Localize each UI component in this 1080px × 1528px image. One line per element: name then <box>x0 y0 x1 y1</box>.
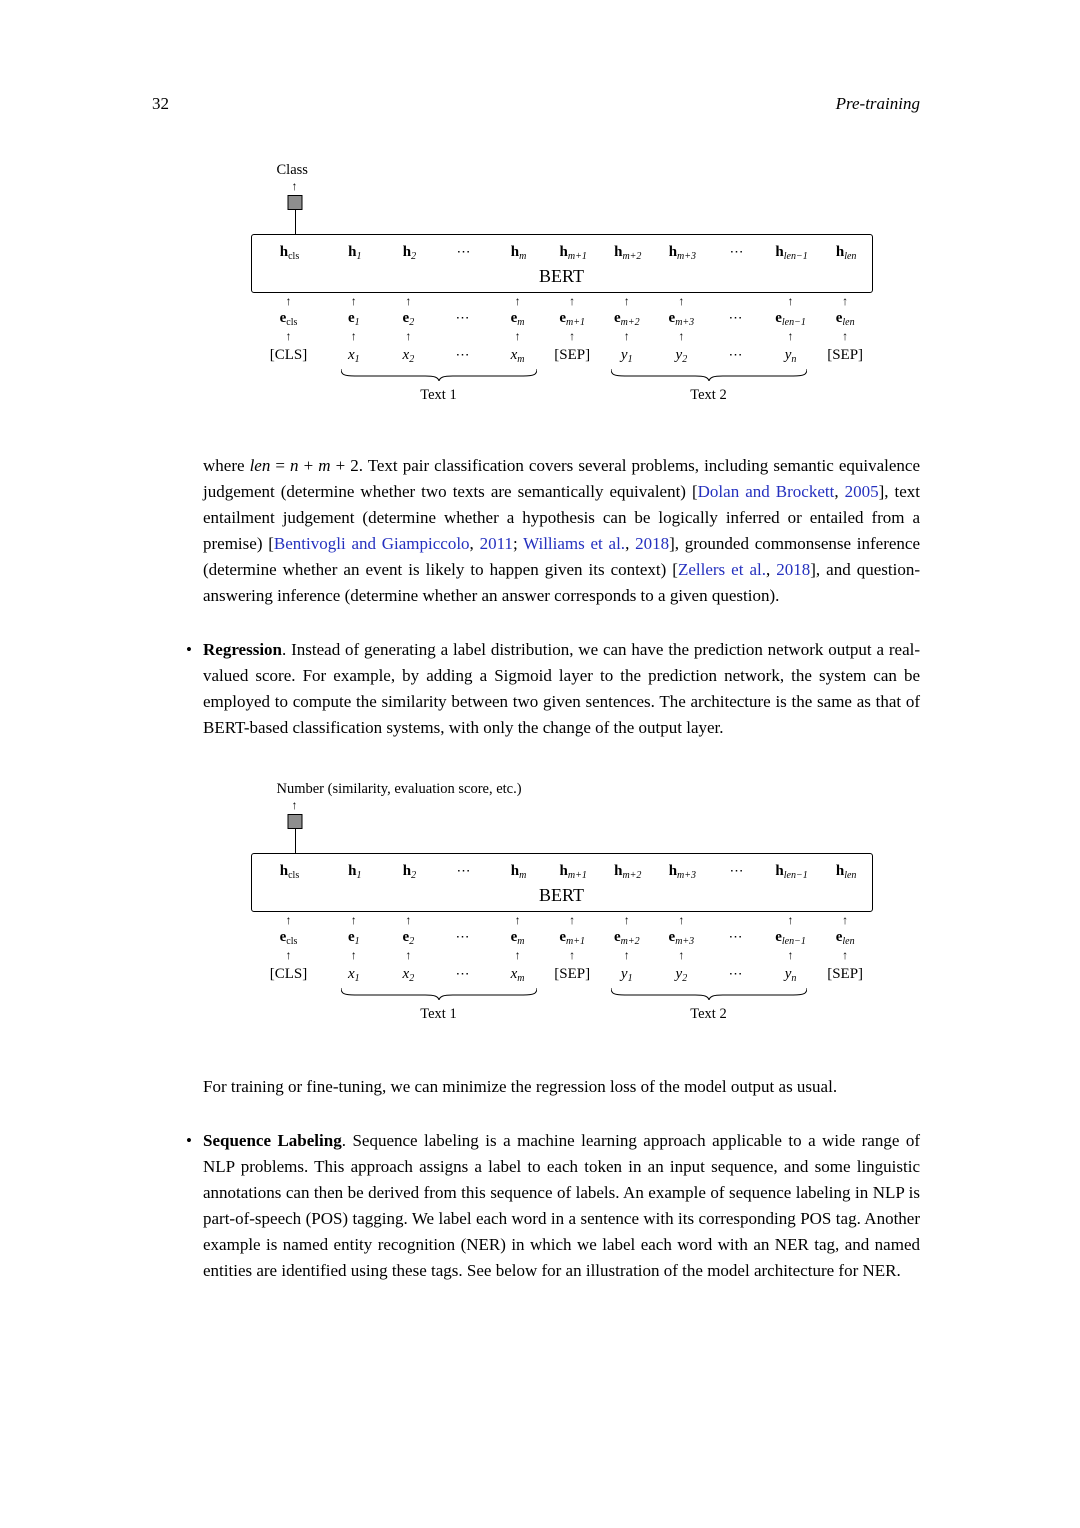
token-label: $y_n$ <box>784 966 797 984</box>
up-arrow-icon: ↑ <box>787 948 794 962</box>
token-label: $x_1$ <box>347 347 360 365</box>
embedding-label: $e_1$ <box>347 929 360 947</box>
text-segment: Regression <box>203 640 283 659</box>
up-arrow-icon: ↑ <box>350 329 357 343</box>
hidden-vector-label: ⋯ <box>729 864 745 879</box>
hidden-vector-label: $h_{cls}$ <box>279 244 300 262</box>
up-arrow-icon: ↑ <box>569 329 576 343</box>
text-segment: = <box>270 456 291 475</box>
up-arrow-icon: ↑ <box>514 329 521 343</box>
text-segment: ], text entailment judgement (determine whether a hypothesis can be logically inferred or entailed from a premise) [ <box>203 482 920 553</box>
text-segment: ], grounded commonsense inference (determine whether an event is likely to happen given its context) [ <box>203 534 921 579</box>
citation-link[interactable]: Williams et al. <box>523 534 626 553</box>
token-label: [SEP] <box>827 347 864 363</box>
embedding-label: $e_1$ <box>347 310 360 328</box>
prediction-node <box>287 814 302 829</box>
citation-link[interactable]: 2011 <box>479 534 513 553</box>
up-arrow-icon <box>709 293 764 309</box>
hidden-vector-label: ⋯ <box>456 245 472 260</box>
connector-line <box>295 210 296 234</box>
bert-box <box>251 234 873 293</box>
arrow-row <box>251 912 873 928</box>
up-arrow-icon: ↑ <box>405 329 412 343</box>
token-label: ⋯ <box>728 967 744 982</box>
paragraph-text-pair-classification <box>203 453 920 609</box>
output-label: Class <box>276 162 308 178</box>
citation-link[interactable]: 2005 <box>844 482 879 501</box>
text-segment: . Instead of generating a label distribution, we can have the prediction network output a real-valued score. For example, by adding a Sigmoid layer to the prediction network, the system can be employed to compute the similarity between two given sentences. The architecture is the same as that of BERT-based classification systems, with only the change of the output layer. <box>203 640 920 737</box>
bullet-marker: • <box>186 640 192 659</box>
embedding-row <box>251 928 873 947</box>
up-arrow-icon <box>709 328 764 344</box>
token-label: $x_m$ <box>510 966 525 984</box>
token-label: $y_2$ <box>675 966 688 984</box>
embedding-label: $e_{cls}$ <box>279 310 298 328</box>
up-arrow-icon: ↑ <box>569 948 576 962</box>
up-arrow-icon: ↑ <box>678 948 685 962</box>
embedding-row <box>251 309 873 328</box>
embedding-label: $e_m$ <box>510 310 525 328</box>
token-label: [SEP] <box>827 966 864 982</box>
text-segment: . Sequence labeling is a machine learning approach applicable to a wide range of NLP problems. This approach assigns a label to each token in an input sequence, and some linguistic annotations can then be derived from this sequence of labels. An example of sequence labeling in NLP is part-of-speech (POS) tagging. We label each word in a sentence with its corresponding POS tag. Another example is named entity recognition (NER) in which we label each word with an NER tag, and named entities are identified using these tags. See below for an illustration of the model architecture for NER. <box>203 1131 920 1280</box>
embedding-label: ⋯ <box>728 930 744 945</box>
bert-label: BERT <box>539 885 584 905</box>
text2-label: Text 2 <box>690 1006 727 1022</box>
up-arrow-icon: ↑ <box>623 294 630 308</box>
embedding-label: $e_{m+1}$ <box>559 310 585 328</box>
embedding-label: $e_{m+2}$ <box>613 310 640 328</box>
text-segment: len <box>249 456 271 475</box>
token-label: ⋯ <box>455 348 471 363</box>
hidden-vector-label: $h_2$ <box>402 863 417 881</box>
arrow-row <box>251 947 873 963</box>
text-segment: ; <box>512 534 524 553</box>
page-header <box>152 92 920 116</box>
text2-underbrace-icon <box>611 988 807 1000</box>
up-arrow-icon: ↑ <box>514 913 521 927</box>
embedding-label: $e_{len}$ <box>835 310 855 328</box>
text-segment: where <box>203 456 250 475</box>
up-arrow-icon: ↑ <box>569 294 576 308</box>
up-arrow-icon <box>436 912 491 928</box>
hidden-vector-label: $h_2$ <box>402 244 417 262</box>
output-label: Number (similarity, evaluation score, etc.) <box>276 781 522 797</box>
text-segment: For training or fine-tuning, we can minimize the regression loss of the model output as usual. <box>203 1077 838 1096</box>
arrow-row <box>251 328 873 344</box>
up-arrow-icon: ↑ <box>350 913 357 927</box>
text1-underbrace-icon <box>341 988 537 1000</box>
bert-diagram-classification <box>251 162 873 409</box>
bert-diagram-regression <box>251 781 873 1028</box>
prediction-node <box>287 195 302 210</box>
bullet-sequence-labeling <box>186 1128 920 1284</box>
hidden-vector-row <box>252 862 872 881</box>
embedding-label: ⋯ <box>455 311 471 326</box>
up-arrow-icon: ↑ <box>291 798 298 812</box>
hidden-vector-label: $h_m$ <box>510 863 527 881</box>
up-arrow-icon: ↑ <box>623 948 630 962</box>
hidden-vector-label: $h_{m+2}$ <box>614 863 642 881</box>
token-label: ⋯ <box>728 348 744 363</box>
token-label: $x_2$ <box>402 347 415 365</box>
token-label: $x_1$ <box>347 966 360 984</box>
embedding-label: $e_{m+1}$ <box>559 929 585 947</box>
text1-underbrace-icon <box>341 369 537 381</box>
segment-labels <box>251 387 873 409</box>
embedding-label: $e_{len-1}$ <box>775 929 806 947</box>
embedding-label: $e_m$ <box>510 929 525 947</box>
figure-regression <box>203 781 920 1028</box>
up-arrow-icon: ↑ <box>514 294 521 308</box>
up-arrow-icon: ↑ <box>514 948 521 962</box>
token-row <box>251 963 873 985</box>
embedding-label: $e_{len-1}$ <box>775 310 806 328</box>
up-arrow-icon <box>436 293 491 309</box>
text2-underbrace-icon <box>611 369 807 381</box>
hidden-vector-label: $h_{len-1}$ <box>775 244 808 262</box>
token-label: $y_n$ <box>784 347 797 365</box>
token-label: [CLS] <box>269 966 308 982</box>
text1-label: Text 1 <box>420 387 457 403</box>
hidden-vector-label: $h_{len}$ <box>835 244 857 262</box>
brace-row <box>251 988 873 1002</box>
up-arrow-icon: ↑ <box>842 913 849 927</box>
text-segment: + <box>298 456 319 475</box>
page-number: 32 <box>152 94 169 113</box>
up-arrow-icon: ↑ <box>787 329 794 343</box>
up-arrow-icon: ↑ <box>405 913 412 927</box>
embedding-label: $e_{m+3}$ <box>668 310 695 328</box>
up-arrow-icon: ↑ <box>787 913 794 927</box>
text-segment: , <box>625 534 636 553</box>
citation-link[interactable]: Dolan and Brockett <box>697 482 835 501</box>
hidden-vector-label: $h_{m+1}$ <box>559 244 587 262</box>
up-arrow-icon: ↑ <box>678 294 685 308</box>
up-arrow-icon <box>436 328 491 344</box>
token-label: $y_1$ <box>620 966 633 984</box>
token-label: [SEP] <box>554 966 591 982</box>
text-segment: , <box>469 534 480 553</box>
hidden-vector-label: $h_{m+3}$ <box>668 244 697 262</box>
embedding-label: $e_2$ <box>402 310 415 328</box>
hidden-vector-label: $h_{cls}$ <box>279 863 300 881</box>
text-segment: , <box>765 560 777 579</box>
segment-labels <box>251 1006 873 1028</box>
hidden-vector-row <box>252 243 872 262</box>
up-arrow-icon: ↑ <box>623 913 630 927</box>
token-row <box>251 344 873 366</box>
up-arrow-icon: ↑ <box>842 948 849 962</box>
hidden-vector-label: $h_1$ <box>348 244 362 262</box>
hidden-vector-label: $h_{m+1}$ <box>559 863 587 881</box>
text-segment: m <box>318 456 331 475</box>
up-arrow-icon: ↑ <box>787 294 794 308</box>
up-arrow-icon: ↑ <box>569 913 576 927</box>
text-segment: , <box>834 482 845 501</box>
citation-link[interactable]: Zellers et al. <box>677 560 766 579</box>
token-label: $x_m$ <box>510 347 525 365</box>
up-arrow-icon: ↑ <box>678 913 685 927</box>
embedding-label: $e_{cls}$ <box>279 929 298 947</box>
bert-label: BERT <box>539 266 584 286</box>
hidden-vector-label: $h_1$ <box>348 863 362 881</box>
bullet-regression-text <box>203 637 920 741</box>
hidden-vector-label: $h_{m+3}$ <box>668 863 697 881</box>
hidden-vector-label: $h_{m+2}$ <box>614 244 642 262</box>
up-arrow-icon: ↑ <box>291 179 298 193</box>
up-arrow-icon <box>436 947 491 963</box>
embedding-label: $e_{len}$ <box>835 929 855 947</box>
body-column <box>186 162 921 1284</box>
up-arrow-icon: ↑ <box>285 329 292 343</box>
up-arrow-icon: ↑ <box>405 948 412 962</box>
embedding-label: $e_{m+2}$ <box>613 929 640 947</box>
text-segment: + 2. Text pair classification covers several problems, including semantic equivalence judgement (determine whether two texts are semantically equivalent) [ <box>203 456 920 501</box>
up-arrow-icon: ↑ <box>285 294 292 308</box>
hidden-vector-label: $h_m$ <box>510 244 527 262</box>
up-arrow-icon: ↑ <box>285 913 292 927</box>
citation-link[interactable]: Bentivogli and Giampiccolo <box>273 534 470 553</box>
up-arrow-icon <box>709 947 764 963</box>
up-arrow-icon: ↑ <box>842 329 849 343</box>
up-arrow-icon: ↑ <box>623 329 630 343</box>
token-label: [SEP] <box>554 347 591 363</box>
connector-line <box>295 829 296 853</box>
bullet-regression <box>186 637 920 741</box>
text-segment: Sequence Labeling <box>203 1131 342 1150</box>
up-arrow-icon: ↑ <box>405 294 412 308</box>
bullet-sequence-labeling-text <box>203 1128 920 1284</box>
citation-link[interactable]: 2018 <box>635 534 670 553</box>
token-label: [CLS] <box>269 347 308 363</box>
bert-box <box>251 853 873 912</box>
token-label: $y_1$ <box>620 347 633 365</box>
token-label: ⋯ <box>455 967 471 982</box>
text1-label: Text 1 <box>420 1006 457 1022</box>
up-arrow-icon <box>709 912 764 928</box>
paragraph-regression-training <box>203 1074 920 1100</box>
up-arrow-icon: ↑ <box>350 948 357 962</box>
up-arrow-icon: ↑ <box>678 329 685 343</box>
running-title: Pre-training <box>835 94 920 113</box>
text-segment: n <box>290 456 299 475</box>
token-label: $y_2$ <box>675 347 688 365</box>
up-arrow-icon: ↑ <box>285 948 292 962</box>
token-label: $x_2$ <box>402 966 415 984</box>
embedding-label: $e_{m+3}$ <box>668 929 695 947</box>
hidden-vector-label: $h_{len}$ <box>835 863 857 881</box>
text2-label: Text 2 <box>690 387 727 403</box>
hidden-vector-label: ⋯ <box>729 245 745 260</box>
hidden-vector-label: $h_{len-1}$ <box>775 863 808 881</box>
embedding-label: ⋯ <box>728 311 744 326</box>
hidden-vector-label: ⋯ <box>456 864 472 879</box>
up-arrow-icon: ↑ <box>350 294 357 308</box>
bullet-marker: • <box>186 1131 192 1150</box>
brace-row <box>251 369 873 383</box>
figure-text-pair-classification <box>203 162 920 409</box>
text-segment: ], and question-answering inference (determine whether an answer corresponds to a given question). <box>203 560 920 605</box>
arrow-row <box>251 293 873 309</box>
up-arrow-icon: ↑ <box>842 294 849 308</box>
embedding-label: ⋯ <box>455 930 471 945</box>
embedding-label: $e_2$ <box>402 929 415 947</box>
citation-link[interactable]: 2018 <box>776 560 811 579</box>
